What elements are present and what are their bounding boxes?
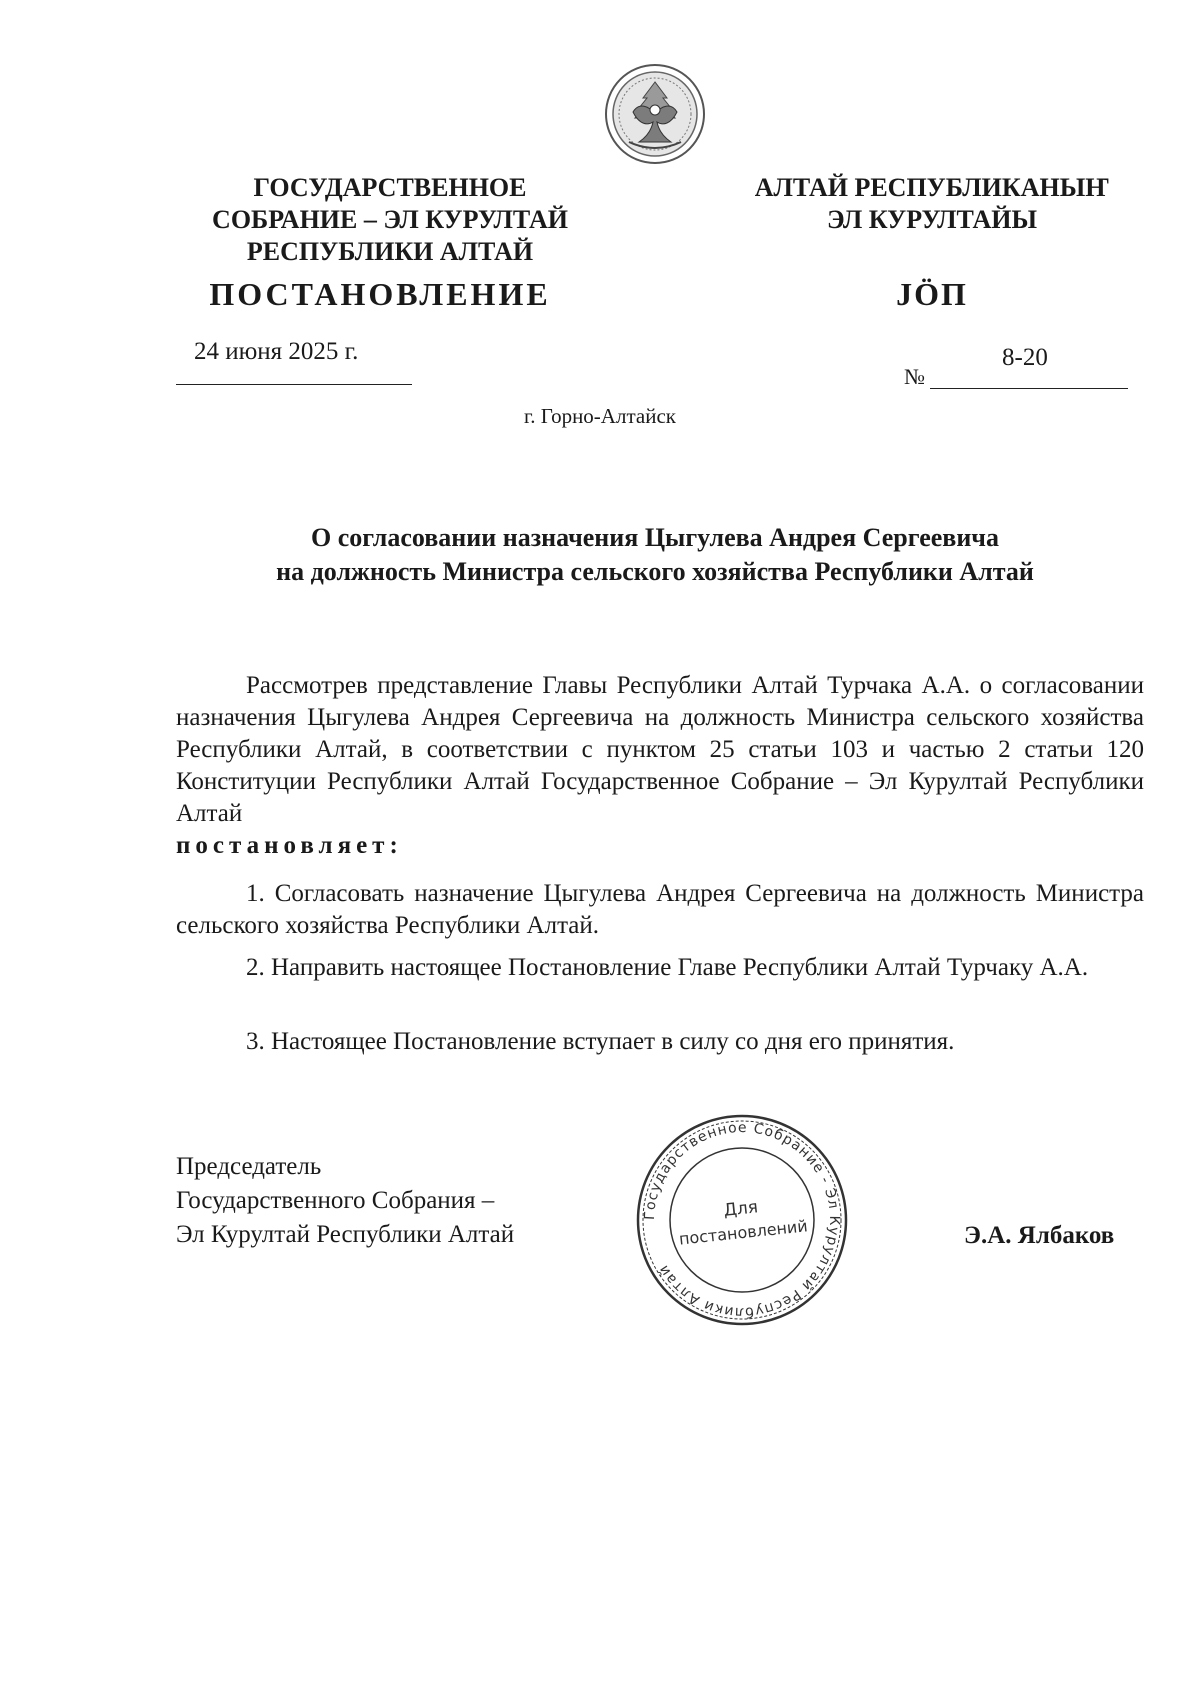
document-title-line-2: на должность Министра сельского хозяйства Республики Алтай bbox=[276, 557, 1034, 586]
document-title bbox=[160, 521, 1150, 589]
preamble-text: Рассмотрев представление Главы Республики Алтай Турчака А.А. о согласовании назначения Цыгулева Андрея Сергеевича на должность Министра сельского хозяйства Республики Алтай, в соответствии с пунктом 25 статьи 103 и частью 2 статьи 120 Конституции Республики Алтай Государственное Собрание – Эл Курултай Республики Алтай bbox=[176, 672, 1144, 827]
signatory-position-line-1: Председатель bbox=[176, 1153, 322, 1180]
resolution-item-2: 2. Направить настоящее Постановление Главе Республики Алтай Турчаку А.А. bbox=[246, 954, 1089, 981]
header-left-line-3: РЕСПУБЛИКИ АЛТАЙ bbox=[246, 237, 534, 266]
signatory-position bbox=[176, 1150, 514, 1252]
document-date: 24 июня 2025 г. bbox=[194, 338, 359, 365]
svg-text:Государственное Собрание - Эл bbox=[642, 1120, 842, 1320]
body-paragraph-preamble bbox=[176, 670, 1144, 862]
signatory-position-line-3: Эл Курултай Республики Алтай bbox=[176, 1221, 515, 1248]
coat-of-arms-emblem-icon bbox=[603, 62, 707, 166]
header-right-line-1: АЛТАЙ РЕСПУБЛИКАНЫҤ bbox=[754, 173, 1110, 202]
number-sign: № bbox=[904, 364, 925, 389]
header-left-line-2: СОБРАНИЕ – ЭЛ КУРУЛТАЙ bbox=[212, 205, 568, 234]
header-left-line-1: ГОСУДАРСТВЕННОЕ bbox=[253, 173, 527, 202]
header-right-line-2: ЭЛ КУРУЛТАЙЫ bbox=[826, 205, 1038, 234]
document-type-title: ПОСТАНОВЛЕНИЕ bbox=[209, 276, 551, 312]
header-right-block bbox=[722, 172, 1142, 236]
document-type-title-altai: JӦП bbox=[896, 276, 968, 312]
round-seal-stamp-icon bbox=[632, 1110, 852, 1330]
stamp-center-line-2: постановлений bbox=[678, 1216, 809, 1249]
stamp-ring-text: Государственное Собрание - Эл Курултай Республики Алтай bbox=[641, 1119, 843, 1321]
document-title-line-1: О согласовании назначения Цыгулева Андрея Сергеевича bbox=[311, 523, 999, 552]
city-name: г. Горно-Алтайск bbox=[524, 404, 676, 428]
resolution-item-3: 3. Настоящее Постановление вступает в силу со дня его принятия. bbox=[246, 1028, 955, 1055]
date-underline bbox=[176, 384, 412, 385]
signatory-position-line-2: Государственного Собрания – bbox=[176, 1187, 495, 1214]
resolves-word: постановляет: bbox=[176, 832, 403, 859]
signatory-name: Э.А. Ялбаков bbox=[964, 1222, 1115, 1249]
stamp-center-line-1: Для bbox=[722, 1197, 759, 1221]
document-number: 8-20 bbox=[1002, 344, 1048, 371]
header-left-block bbox=[160, 172, 620, 268]
number-underline bbox=[930, 388, 1128, 389]
resolution-item-1: 1. Согласовать назначение Цыгулева Андрея Сергеевича на должность Министра сельского хозяйства Республики Алтай. bbox=[176, 880, 1144, 939]
